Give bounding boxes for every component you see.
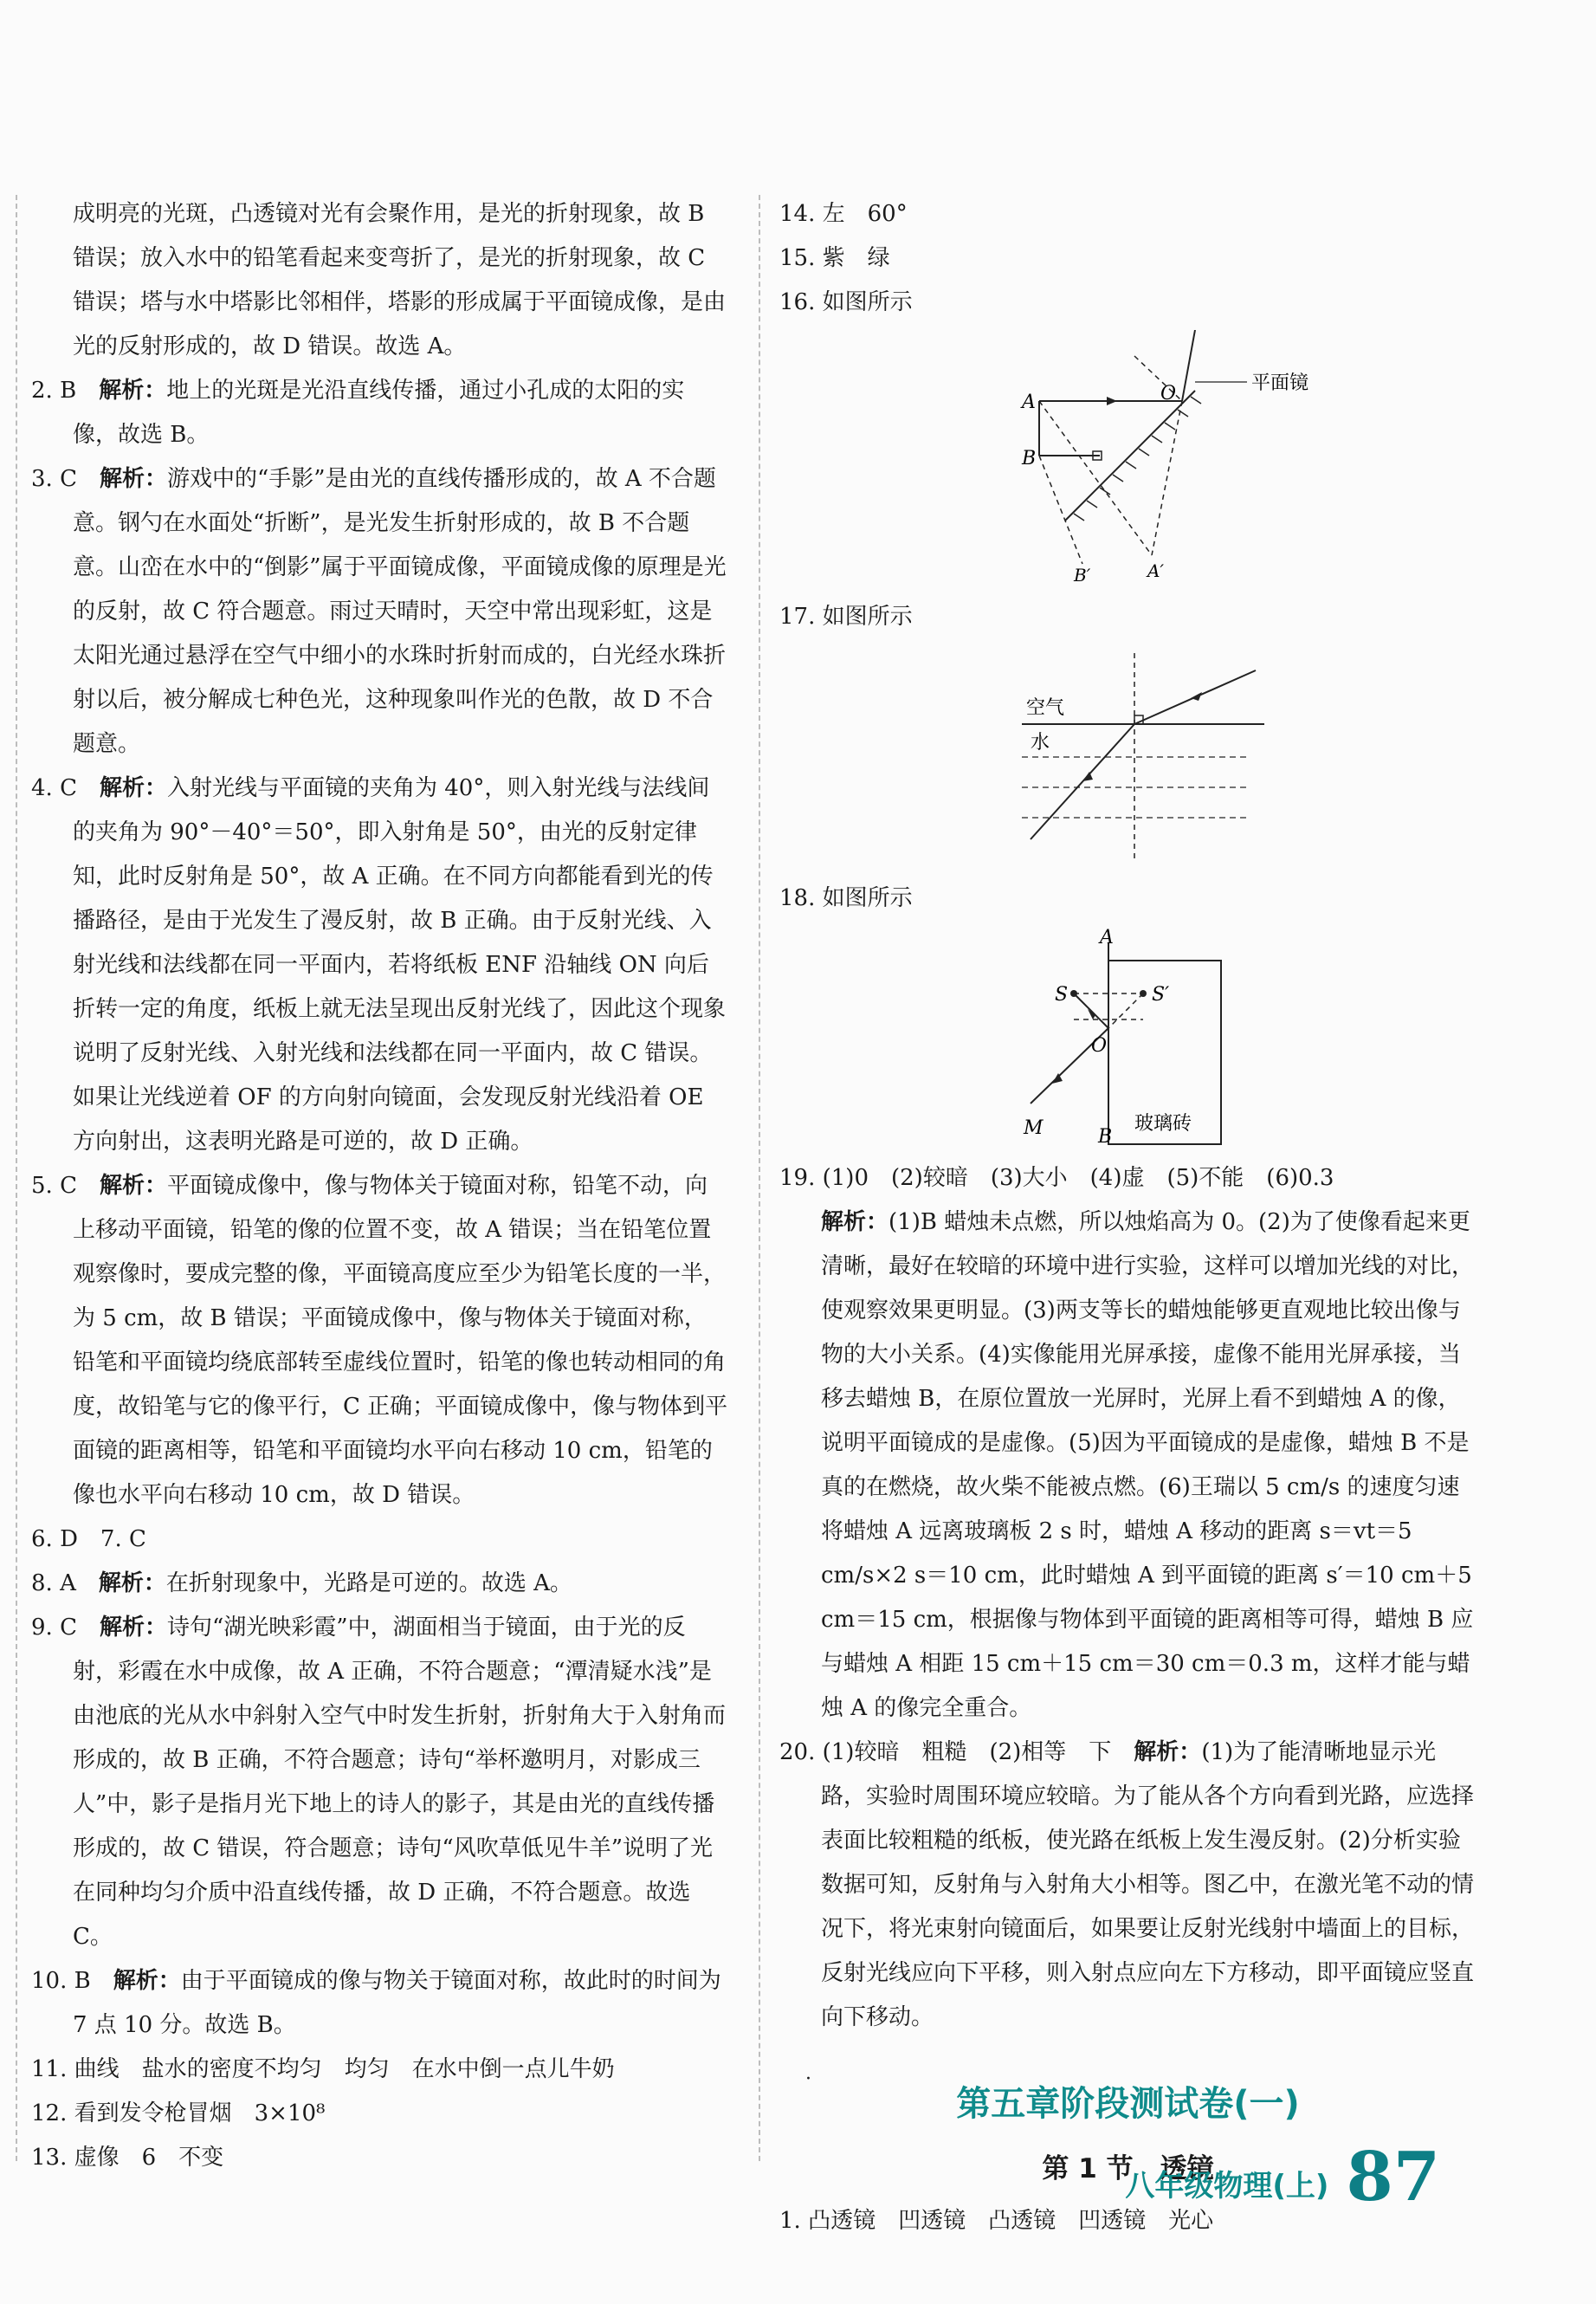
analysis-text: 在折射现象中，光路是可逆的。故选 A。 <box>165 1570 572 1596</box>
left-column <box>31 192 728 2180</box>
answer-15: 15. 紫 绿 <box>779 245 890 271</box>
analysis-text: (1)B 蜡烛未点燃，所以烛焰高为 0。(2)为了使像看起来更清晰，最好在较暗的环境中进行实验，这样可以增加光线的对比，使观察效果更明显。(3)两支等长的蜡烛能够更直观地比较出像与物的大小关系。(4)实像能用光屏承接，虚像不能用光屏承接，当移去蜡烛 B，在原位置放一光屏时，光屏上看不到蜡烛 A 的像，说明平面镜成的是虚像。(5)因为平面镜成的是虚像，蜡烛 B 不是真的在燃烧，故火柴不能被点燃。(6)王瑞以 5 cm/s 的速度匀速将蜡烛 A 远离玻璃板 2 s 时，蜡烛 A 移动的距离 s＝vt＝5 cm/s×2 s＝10 cm，此时蜡烛 A 到平面镜的距离 s′＝10 cm＋5 cm＝15 cm，根据像与物体到平面镜的距离相等可得，蜡烛 B 应与蜡烛 A 相距 15 cm＋15 cm＝30 cm＝0.3 m，这样才能与蜡烛 A 的像完全重合。 <box>821 1209 1475 1721</box>
left-divider <box>16 195 17 2161</box>
analysis-text: 地上的光斑是光沿直线传播，通过小孔成的太阳的实像，故选 B。 <box>73 378 685 448</box>
answer-16: 16. 如图所示 <box>779 289 913 315</box>
analysis-label: 解析： <box>99 1173 167 1199</box>
center-divider <box>759 195 760 2161</box>
answer-number: 4. C <box>31 775 77 801</box>
chapter-title: 第五章阶段测试卷(一) <box>956 2084 1300 2124</box>
answer-number: 13. 虚像 6 不变 <box>31 2145 224 2171</box>
label-a-prime: A′ <box>1147 560 1164 581</box>
stray-dot: · <box>805 2068 811 2090</box>
answer-number: 10. B <box>31 1968 91 1994</box>
label-b: B <box>1022 448 1037 469</box>
figure-17 <box>779 644 1476 868</box>
answer-item <box>31 2092 728 2136</box>
answer-item <box>31 1164 728 1518</box>
answer-number: 9. C <box>31 1615 77 1641</box>
answer-14: 14. 左 60° <box>779 201 908 227</box>
analysis-label: 解析： <box>98 1570 166 1596</box>
label-mirror: 平面镜 <box>1251 372 1309 394</box>
answer-item <box>31 767 728 1164</box>
grade-label: 八年级物理(上) <box>1125 2169 1329 2204</box>
label-o: O <box>1160 383 1177 404</box>
label-o: O <box>1091 1035 1108 1057</box>
answer-number: 12. 看到发令枪冒烟 3×10⁸ <box>31 2100 326 2126</box>
analysis-label: 解析： <box>113 1968 181 1994</box>
answer-item <box>31 2136 728 2180</box>
answer-number: 3. C <box>31 466 77 492</box>
analysis-text: 入射光线与平面镜的夹角为 40°，则入射光线与法线间的夹角为 90°－40°＝50°，即入射角是 50°，由光的反射定律知，此时反射角是 50°，故 A 正确。在不同方向都能看到光的传播路径，是由于光发生了漫反射，故 B 正确。由于反射光线、入射光线和法线都在同一平面内，若将纸板 ENF 沿轴线 ON 向后折转一定的角度，纸板上就无法呈现出反射光线了，因此这个现象说明了反射光线、入射光线和法线都在同一平面内，故 C 错误。如果让光线逆着 OF 的方向射向镜面，会发现反射光线沿着 OE 方向射出，这表明光路是可逆的，故 D 正确。 <box>73 775 727 1155</box>
figure-18 <box>779 926 1476 1148</box>
analysis-label: 解析： <box>821 1209 889 1235</box>
analysis-label: 解析： <box>1134 1739 1202 1765</box>
section-title: 第 1 节 透镜 <box>1042 2153 1214 2184</box>
analysis-text: 平面镜成像中，像与物体关于镜面对称，铅笔不动，向上移动平面镜，铅笔的像的位置不变，故 A 错误；当在铅笔位置观察像时，要成完整的像，平面镜高度应至少为铅笔长度的一半，为 5 cm，故 B 错误；平面镜成像中，像与物体关于镜面对称，铅笔和平面镜均绕底部转至虚线位置时，铅笔的像也转动相同的角度，故铅笔与它的像平行，C 正确；平面镜成像中，像与物体到平面镜的距离相等，铅笔和平面镜均水平向右移动 10 cm，铅笔的像也水平向右移动 10 cm，故 D 错误。 <box>73 1173 728 1508</box>
answer-19-analysis <box>779 1201 1476 1731</box>
page-footer <box>1125 2138 1440 2217</box>
answer-18: 18. 如图所示 <box>779 885 913 911</box>
answer-20-values: 20. (1)较暗 粗糙 (2)相等 下 <box>779 1739 1112 1765</box>
answer-20 <box>779 1731 1476 2040</box>
label-s-prime: S′ <box>1152 984 1170 1006</box>
analysis-label: 解析： <box>99 378 167 404</box>
label-b: B <box>1098 1126 1113 1148</box>
answer-number: 8. A <box>31 1570 76 1596</box>
figure-18-diagram <box>779 926 1476 1148</box>
right-column <box>779 192 1476 2243</box>
answer-item <box>31 1959 728 2048</box>
label-a: A <box>1100 927 1114 948</box>
label-a: A <box>1022 392 1036 413</box>
answer-19 <box>779 1156 1476 1731</box>
answer-number: 11. 曲线 盐水的密度不均匀 均匀 在水中倒一点儿牛奶 <box>31 2056 615 2082</box>
answer-item <box>31 457 728 767</box>
analysis-label: 解析： <box>99 466 167 492</box>
continued-answer: 成明亮的光斑，凸透镜对光有会聚作用，是光的折射现象，故 B 错误；放入水中的铅笔看起来变弯折了，是光的折射现象，故 C 错误；塔与水中塔影比邻相伴，塔影的形成属于平面镜成像，是由光的反射形成的，故 D 错误。故选 A。 <box>73 201 727 359</box>
label-glass: 玻璃砖 <box>1134 1113 1192 1135</box>
answer-item <box>31 1562 728 1606</box>
analysis-label: 解析： <box>99 1615 167 1641</box>
figure-16-diagram <box>779 330 1476 586</box>
answer-19-values: 19. (1)0 (2)较暗 (3)大小 (4)虚 (5)不能 (6)0.3 <box>779 1165 1334 1191</box>
figure-16 <box>779 330 1476 586</box>
analysis-text: 由于平面镜成的像与物关于镜面对称，故此时的时间为 7 点 10 分。故选 B。 <box>73 1968 721 2038</box>
label-water: 水 <box>1031 732 1050 754</box>
page-number: 87 <box>1346 2138 1440 2217</box>
figure-17-diagram <box>779 644 1476 868</box>
analysis-text: 游戏中的“手影”是由光的直线传播形成的，故 A 不合题意。钢勺在水面处“折断”，是光发生折射形成的，故 B 不合题意。山峦在水中的“倒影”属于平面镜成像，平面镜成像的原理是光的反射，故 C 符合题意。雨过天晴时，天空中常出现彩虹，这是太阳光通过悬浮在空气中细小的水珠时折射而成的，白光经水珠折射以后，被分解成七种色光，这种现象叫作光的色散，故 D 不合题意。 <box>73 466 727 757</box>
answer-number: 2. B <box>31 378 77 404</box>
answer-17: 17. 如图所示 <box>779 604 913 630</box>
answer-1: 1. 凸透镜 凹透镜 凸透镜 凹透镜 光心 <box>779 2208 1214 2234</box>
label-air: 空气 <box>1026 697 1065 719</box>
label-s: S <box>1055 984 1069 1006</box>
answer-number: 6. D 7. C <box>31 1526 146 1552</box>
answer-item <box>31 1518 728 1562</box>
answer-number: 5. C <box>31 1173 77 1199</box>
analysis-text: 诗句“湖光映彩霞”中，湖面相当于镜面，由于光的反射，彩霞在水中成像，故 A 正确，不符合题意；“潭清疑水浅”是由池底的光从水中斜射入空气中时发生折射，折射角大于入射角而形成的，故 B 正确，不符合题意；诗句“举杯邀明月，对影成三人”中，影子是指月光下地上的诗人的影子，其是由光的直线传播形成的，故 C 错误，符合题意；诗句“风吹草低见牛羊”说明了光在同种均匀介质中沿直线传播，故 D 正确，不符合题意。故选 C。 <box>73 1615 727 1950</box>
analysis-text: (1)为了能清晰地显示光路，实验时周围环境应较暗。为了能从各个方向看到光路，应选择表面比较粗糙的纸板，使光路在纸板上发生漫反射。(2)分析实验数据可知，反射角与入射角大小相等。图乙中，在激光笔不动的情况下，将光束射向镜面后，如果要让反射光线射中墙面上的目标，反射光线应向下平移，则入射点应向左下方移动，即平面镜应竖直向下移动。 <box>821 1739 1475 2030</box>
answer-item <box>31 2048 728 2092</box>
analysis-label: 解析： <box>99 775 167 801</box>
answer-item <box>31 369 728 457</box>
label-m: M <box>1024 1117 1044 1139</box>
answer-item <box>31 1606 728 1959</box>
label-b-prime: B′ <box>1074 565 1091 586</box>
